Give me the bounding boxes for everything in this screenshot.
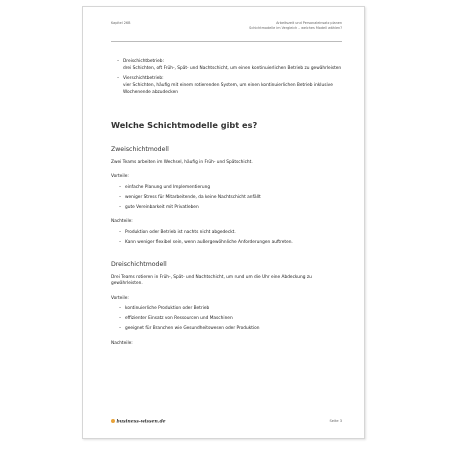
- chapter-label: Kapitel 26B: [111, 21, 131, 25]
- dash-icon: –: [119, 316, 122, 322]
- list-item-text: einfache Planung und Implementierung: [125, 184, 211, 190]
- header-title-line2: Schichtmodelle im Vergleich – welches Modell wählen?: [249, 26, 342, 31]
- list-item: [111, 185, 342, 192]
- list-item: [111, 195, 342, 202]
- list-item-text: Produktion oder Betrieb ist nachts nicht abgedeckt.: [125, 229, 236, 235]
- dreischicht-pros-label: Vorteile:: [111, 296, 129, 302]
- dash-icon: –: [117, 76, 120, 82]
- brand-logo[interactable]: [111, 419, 166, 425]
- list-item-text: gute Vereinbarkeit mit Privatleben: [125, 204, 199, 210]
- subsection-heading-dreischicht: Dreischichtmodell: [111, 260, 167, 268]
- list-item: [113, 59, 342, 73]
- dreischicht-cons-label: Nachteile:: [111, 341, 133, 347]
- list-item-text: effizienter Einsatz von Ressourcen und Maschinen: [125, 316, 233, 322]
- list-item-text: kontinuierliche Produktion oder Betrieb: [125, 306, 210, 312]
- list-item: [113, 76, 342, 96]
- zweischicht-pros-list: [111, 185, 342, 212]
- dash-icon: –: [119, 239, 122, 245]
- page-footer: [111, 416, 342, 428]
- section-heading: Welche Schichtmodelle gibt es?: [111, 119, 258, 130]
- header-title: [249, 21, 342, 31]
- zweischicht-pros-label: Vorteile:: [111, 174, 129, 180]
- list-item: [111, 326, 342, 333]
- list-item-text: Kann weniger flexibel sein, wenn außergewöhnliche Anforderungen auftreten.: [125, 239, 293, 245]
- bullet-title: Dreischichtbetrieb:: [123, 59, 164, 64]
- document-page: [82, 6, 365, 439]
- page-content: [111, 59, 342, 348]
- dash-icon: –: [117, 59, 120, 64]
- subsection-heading-zweischicht: Zweischichtmodell: [111, 145, 169, 153]
- list-item: [111, 240, 342, 247]
- list-item-text: weniger Stress für Mitarbeitende, da keine Nachtschicht anfällt: [125, 194, 261, 200]
- dreischicht-pros-list: [111, 306, 342, 333]
- intro-bullet-list: [113, 59, 342, 97]
- bullet-text: vier Schichten, häufig mit einem rotierenden System, um einen kontinuierlichen Betrieb inklusive Wochenende abzudecken: [123, 82, 333, 95]
- dash-icon: –: [119, 326, 122, 332]
- dash-icon: –: [119, 306, 122, 312]
- list-item: [111, 205, 342, 212]
- list-item-text: geeignet für Branchen wie Gesundheitswesen oder Produktion: [125, 326, 260, 332]
- zweischicht-description: Zwei Teams arbeiten im Wechsel, häufig in Früh- und Spätschicht.: [111, 159, 253, 165]
- logo-dot-icon: [111, 419, 115, 423]
- dash-icon: –: [119, 229, 122, 235]
- dreischicht-description: Drei Teams rotieren in Früh-, Spät- und Nachtschicht, um rund um die Uhr eine Abdeckung zu gewährleisten.: [111, 274, 312, 287]
- page-number: Seite 3: [329, 419, 342, 423]
- list-item: [111, 316, 342, 323]
- brand-logo-text: business-wissen.de: [116, 419, 166, 425]
- bullet-text: drei Schichten, oft Früh-, Spät- und Nachtschicht, um einen kontinuierlichen Betrieb zu gewährleisten: [123, 65, 342, 71]
- list-item: [111, 230, 342, 237]
- dash-icon: –: [119, 194, 122, 200]
- dash-icon: –: [119, 204, 122, 210]
- zweischicht-cons-label: Nachteile:: [111, 219, 133, 225]
- zweischicht-cons-list: [111, 230, 342, 247]
- list-item: [111, 306, 342, 313]
- header-title-line1: Arbeitszeit und Personaleinsatz planen: [276, 21, 342, 25]
- page-header: [111, 21, 342, 42]
- bullet-title: Vierschichtbetrieb:: [123, 76, 164, 82]
- dash-icon: –: [119, 184, 122, 190]
